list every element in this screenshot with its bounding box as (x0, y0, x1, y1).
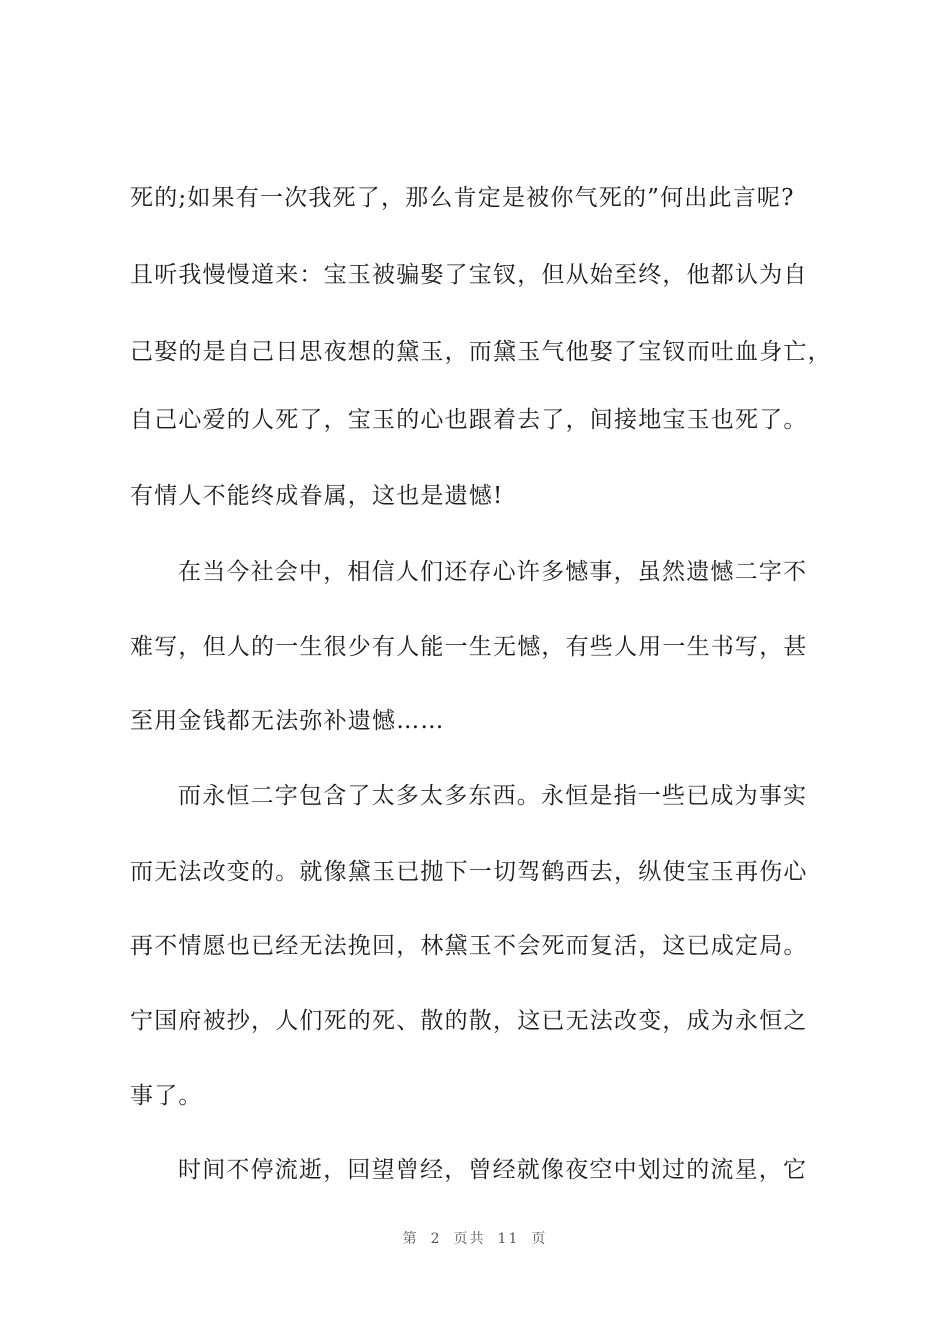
text-line: 在当今社会中，相信人们还存心许多憾事，虽然遗憾二字不 (178, 559, 808, 585)
text-line: 有情人不能终成眷属，这也是遗憾! (130, 483, 504, 509)
text-line: 而无法改变的。就像黛玉已抛下一切驾鹤西去，纵使宝玉再伤心 (130, 859, 808, 885)
text-line: 死的;如果有一次我死了，那么肯定是被你气死的”何出此言呢? (130, 185, 795, 211)
footer-suffix: 页 (531, 1231, 548, 1247)
text-line: 再不情愿也已经无法挽回，林黛玉不会死而复活，这已成定局。 (130, 933, 808, 959)
footer-page-number: 2 (430, 1231, 442, 1247)
text-line: 己娶的是自己日思夜想的黛玉，而黛玉气他娶了宝钗而吐血身亡， (130, 339, 832, 365)
text-line: 至用金钱都无法弥补遗憾…… (130, 708, 445, 734)
text-line: 而永恒二字包含了太多太多东西。永恒是指一些已成为事实 (178, 783, 808, 809)
footer-middle: 页共 (453, 1231, 486, 1247)
text-line: 宁国府被抄，人们死的死、散的散，这已无法改变，成为永恒之 (130, 1008, 808, 1034)
text-line: 自己心爱的人死了，宝玉的心也跟着去了，间接地宝玉也死了。 (130, 407, 808, 433)
footer-prefix: 第 (402, 1231, 419, 1247)
footer-total-pages: 11 (497, 1231, 520, 1247)
page-footer (0, 1228, 950, 1248)
text-line: 事了。 (130, 1083, 203, 1109)
text-line: 时间不停流逝，回望曾经，曾经就像夜空中划过的流星，它 (178, 1157, 808, 1183)
text-line: 且听我慢慢道来：宝玉被骗娶了宝钗，但从始至终，他都认为自 (130, 262, 808, 288)
text-line: 难写，但人的一生很少有人能一生无憾，有些人用一生书写，甚 (130, 634, 808, 660)
